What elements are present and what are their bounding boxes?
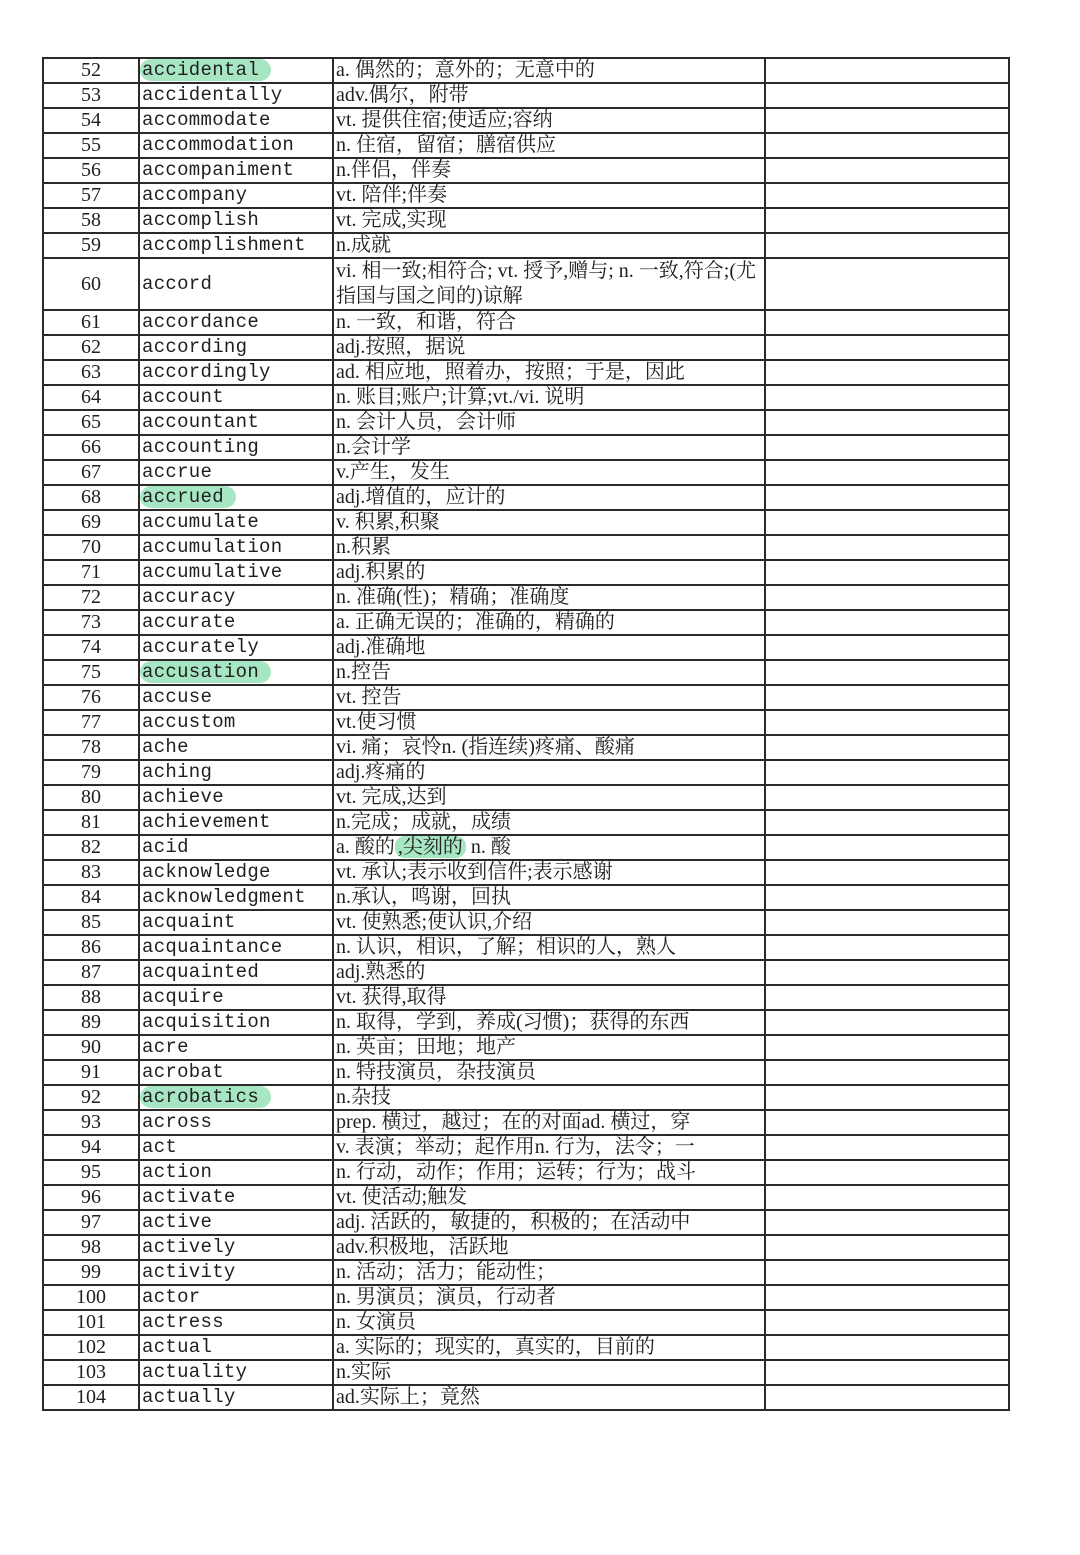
empty-notes-cell [765,1035,1009,1060]
definition-cell: vt. 控告 [333,685,765,710]
empty-notes-cell [765,1210,1009,1235]
row-number: 70 [43,535,139,560]
table-row [43,460,1009,485]
row-number: 57 [43,183,139,208]
definition-cell: adj.准确地 [333,635,765,660]
word-cell: according [139,335,333,360]
word-cell: acknowledgment [139,885,333,910]
empty-notes-cell [765,485,1009,510]
table-row [43,158,1009,183]
definition-cell: n.完成；成就，成绩 [333,810,765,835]
word-cell: act [139,1135,333,1160]
row-number: 80 [43,785,139,810]
word-cell: acquainted [139,960,333,985]
row-number: 96 [43,1185,139,1210]
empty-notes-cell [765,1260,1009,1285]
empty-notes-cell [765,1160,1009,1185]
row-number: 102 [43,1335,139,1360]
row-number: 69 [43,510,139,535]
table-row [43,183,1009,208]
empty-notes-cell [765,158,1009,183]
definition-cell: n.实际 [333,1360,765,1385]
definition-cell: adj.熟悉的 [333,960,765,985]
row-number: 81 [43,810,139,835]
row-number: 93 [43,1110,139,1135]
definition-cell: v. 积累,积聚 [333,510,765,535]
table-row [43,335,1009,360]
word-cell: accumulation [139,535,333,560]
definition-cell: n.积累 [333,535,765,560]
definition-cell: adv.偶尔，附带 [333,83,765,108]
definition-cell: adj. 活跃的，敏捷的，积极的；在活动中 [333,1210,765,1235]
table-row [43,1160,1009,1185]
definition-cell: n.控告 [333,660,765,685]
word-cell: aching [139,760,333,785]
definition-part: a. 酸的 [336,836,395,858]
empty-notes-cell [765,685,1009,710]
definition-cell: n. 活动；活力；能动性； [333,1260,765,1285]
table-row [43,685,1009,710]
word-cell: achievement [139,810,333,835]
table-row [43,435,1009,460]
table-row [43,1210,1009,1235]
table-row [43,1035,1009,1060]
table-row [43,785,1009,810]
definition-cell: n. 女演员 [333,1310,765,1335]
vocabulary-table [42,57,1010,1411]
highlighted-definition-part: ,尖刻的 [395,836,466,858]
empty-notes-cell [765,585,1009,610]
empty-notes-cell [765,735,1009,760]
empty-notes-cell [765,183,1009,208]
row-number: 88 [43,985,139,1010]
empty-notes-cell [765,1385,1009,1410]
empty-notes-cell [765,785,1009,810]
word-cell: accompany [139,183,333,208]
row-number: 56 [43,158,139,183]
word-cell: accuracy [139,585,333,610]
table-row [43,410,1009,435]
row-number: 52 [43,58,139,83]
definition-cell: n. 账目;账户;计算;vt./vi. 说明 [333,385,765,410]
table-row [43,710,1009,735]
table-row [43,1310,1009,1335]
definition-cell: n. 特技演员，杂技演员 [333,1060,765,1085]
definition-cell: n. 认识，相识，了解；相识的人，熟人 [333,935,765,960]
word-cell [139,1085,333,1110]
empty-notes-cell [765,710,1009,735]
word-cell: accomplish [139,208,333,233]
table-row [43,1385,1009,1410]
word-cell: across [139,1110,333,1135]
table-row [43,485,1009,510]
table-row [43,735,1009,760]
table-row [43,1235,1009,1260]
empty-notes-cell [765,1085,1009,1110]
table-row [43,935,1009,960]
row-number: 73 [43,610,139,635]
table-row [43,133,1009,158]
row-number: 60 [43,258,139,310]
definition-cell: n. 取得，学到，养成(习惯)；获得的东西 [333,1010,765,1035]
word-cell [139,485,333,510]
word-cell: accordance [139,310,333,335]
definition-cell: adj.增值的，应计的 [333,485,765,510]
row-number: 63 [43,360,139,385]
definition-cell: a. 正确无误的；准确的，精确的 [333,610,765,635]
empty-notes-cell [765,83,1009,108]
empty-notes-cell [765,535,1009,560]
table-row [43,1285,1009,1310]
table-row [43,1360,1009,1385]
table-row [43,910,1009,935]
row-number: 94 [43,1135,139,1160]
empty-notes-cell [765,985,1009,1010]
definition-cell: n. 会计人员，会计师 [333,410,765,435]
row-number: 103 [43,1360,139,1385]
word-cell: accomplishment [139,233,333,258]
table-row [43,310,1009,335]
word-cell: account [139,385,333,410]
table-row [43,1060,1009,1085]
table-row [43,510,1009,535]
row-number: 83 [43,860,139,885]
definition-cell: n. 行动，动作；作用；运转；行为；战斗 [333,1160,765,1185]
table-row [43,360,1009,385]
word-cell: acquire [139,985,333,1010]
row-number: 100 [43,1285,139,1310]
empty-notes-cell [765,885,1009,910]
table-row [43,258,1009,310]
row-number: 74 [43,635,139,660]
row-number: 91 [43,1060,139,1085]
definition-cell: adv.积极地，活跃地 [333,1235,765,1260]
word-cell: activate [139,1185,333,1210]
word-cell: accountant [139,410,333,435]
empty-notes-cell [765,1060,1009,1085]
highlighted-word: accrued [140,486,236,508]
definition-cell: n.杂技 [333,1085,765,1110]
row-number: 98 [43,1235,139,1260]
word-cell: achieve [139,785,333,810]
empty-notes-cell [765,385,1009,410]
definition-cell: vt. 提供住宿;使适应;容纳 [333,108,765,133]
table-row [43,1185,1009,1210]
table-row [43,233,1009,258]
definition-cell: adj.按照，据说 [333,335,765,360]
definition-cell: vt. 完成,达到 [333,785,765,810]
row-number: 87 [43,960,139,985]
definition-cell: n. 男演员；演员，行动者 [333,1285,765,1310]
row-number: 92 [43,1085,139,1110]
word-cell: acquaint [139,910,333,935]
definition-cell: n.会计学 [333,435,765,460]
row-number: 67 [43,460,139,485]
definition-cell: n. 一致，和谐，符合 [333,310,765,335]
table-row [43,535,1009,560]
definition-cell: vt. 获得,取得 [333,985,765,1010]
row-number: 78 [43,735,139,760]
word-cell: actress [139,1310,333,1335]
table-row [43,58,1009,83]
definition-cell: n.成就 [333,233,765,258]
empty-notes-cell [765,1285,1009,1310]
word-cell: accidentally [139,83,333,108]
word-cell: accurately [139,635,333,660]
table-row [43,860,1009,885]
word-cell: actor [139,1285,333,1310]
row-number: 72 [43,585,139,610]
word-cell: accumulative [139,560,333,585]
row-number: 53 [43,83,139,108]
empty-notes-cell [765,660,1009,685]
definition-cell: a. 偶然的；意外的；无意中的 [333,58,765,83]
row-number: 90 [43,1035,139,1060]
word-cell: actuality [139,1360,333,1385]
word-cell: acknowledge [139,860,333,885]
row-number: 64 [43,385,139,410]
table-row [43,1110,1009,1135]
empty-notes-cell [765,460,1009,485]
row-number: 71 [43,560,139,585]
row-number: 104 [43,1385,139,1410]
definition-cell: vi. 相一致;相符合; vt. 授予,赠与; n. 一致,符合;(尤指国与国之间的)谅解 [333,258,765,310]
row-number: 99 [43,1260,139,1285]
row-number: 101 [43,1310,139,1335]
word-cell: accustom [139,710,333,735]
definition-cell: adj.疼痛的 [333,760,765,785]
word-cell: accumulate [139,510,333,535]
word-cell: acrobat [139,1060,333,1085]
table-row [43,1135,1009,1160]
row-number: 55 [43,133,139,158]
empty-notes-cell [765,1010,1009,1035]
empty-notes-cell [765,510,1009,535]
word-cell: active [139,1210,333,1235]
empty-notes-cell [765,810,1009,835]
definition-cell: n.承认，鸣谢，回执 [333,885,765,910]
table-row [43,985,1009,1010]
definition-cell: adj.积累的 [333,560,765,585]
empty-notes-cell [765,258,1009,310]
row-number: 58 [43,208,139,233]
definition-cell: vi. 痛；哀怜n. (指连续)疼痛、酸痛 [333,735,765,760]
empty-notes-cell [765,435,1009,460]
empty-notes-cell [765,835,1009,860]
word-cell: actual [139,1335,333,1360]
word-cell: acre [139,1035,333,1060]
word-cell: accommodation [139,133,333,158]
table-row [43,585,1009,610]
empty-notes-cell [765,1310,1009,1335]
empty-notes-cell [765,360,1009,385]
definition-cell: vt. 承认;表示收到信件;表示感谢 [333,860,765,885]
empty-notes-cell [765,635,1009,660]
word-cell: accurate [139,610,333,635]
empty-notes-cell [765,133,1009,158]
row-number: 89 [43,1010,139,1035]
table-row [43,885,1009,910]
definition-cell: prep. 横过，越过；在的对面ad. 横过，穿 [333,1110,765,1135]
highlighted-word: acrobatics [140,1086,271,1108]
empty-notes-cell [765,1110,1009,1135]
empty-notes-cell [765,760,1009,785]
table-row [43,610,1009,635]
empty-notes-cell [765,208,1009,233]
row-number: 79 [43,760,139,785]
table-row [43,660,1009,685]
definition-part: n. 酸 [465,836,511,858]
row-number: 68 [43,485,139,510]
empty-notes-cell [765,1185,1009,1210]
definition-cell: vt. 完成,实现 [333,208,765,233]
word-cell: accordingly [139,360,333,385]
definition-cell: n. 准确(性)；精确；准确度 [333,585,765,610]
word-cell: activity [139,1260,333,1285]
table-row [43,1335,1009,1360]
definition-cell: vt. 使活动;触发 [333,1185,765,1210]
definition-cell [333,835,765,860]
word-cell: accord [139,258,333,310]
empty-notes-cell [765,960,1009,985]
row-number: 75 [43,660,139,685]
table-row [43,108,1009,133]
table-row [43,810,1009,835]
word-cell: accuse [139,685,333,710]
definition-cell: n.伴侣，伴奏 [333,158,765,183]
definition-cell: n. 英亩；田地；地产 [333,1035,765,1060]
empty-notes-cell [765,910,1009,935]
empty-notes-cell [765,935,1009,960]
empty-notes-cell [765,108,1009,133]
word-cell: accompaniment [139,158,333,183]
definition-cell: vt. 陪伴;伴奏 [333,183,765,208]
table-row [43,560,1009,585]
table-row [43,760,1009,785]
row-number: 66 [43,435,139,460]
row-number: 65 [43,410,139,435]
row-number: 84 [43,885,139,910]
table-row [43,208,1009,233]
highlighted-word: accusation [140,661,271,683]
row-number: 61 [43,310,139,335]
table-row [43,635,1009,660]
row-number: 62 [43,335,139,360]
word-cell [139,660,333,685]
row-number: 54 [43,108,139,133]
table-row [43,1260,1009,1285]
definition-cell: vt. 使熟悉;使认识,介绍 [333,910,765,935]
definition-cell: vt.使习惯 [333,710,765,735]
table-row [43,1085,1009,1110]
word-cell: accommodate [139,108,333,133]
empty-notes-cell [765,335,1009,360]
empty-notes-cell [765,610,1009,635]
definition-cell: ad.实际上；竟然 [333,1385,765,1410]
row-number: 77 [43,710,139,735]
word-cell: ache [139,735,333,760]
empty-notes-cell [765,310,1009,335]
definition-cell: a. 实际的；现实的，真实的，目前的 [333,1335,765,1360]
word-cell: acquaintance [139,935,333,960]
word-cell: action [139,1160,333,1185]
word-cell: accounting [139,435,333,460]
row-number: 59 [43,233,139,258]
word-cell: actually [139,1385,333,1410]
word-cell [139,58,333,83]
empty-notes-cell [765,1335,1009,1360]
row-number: 85 [43,910,139,935]
word-cell: acid [139,835,333,860]
empty-notes-cell [765,410,1009,435]
empty-notes-cell [765,58,1009,83]
table-row [43,385,1009,410]
table-row [43,835,1009,860]
table-row [43,83,1009,108]
word-cell: accrue [139,460,333,485]
vocabulary-table-body [43,58,1009,1410]
definition-cell: n. 住宿，留宿；膳宿供应 [333,133,765,158]
table-row [43,1010,1009,1035]
empty-notes-cell [765,233,1009,258]
highlighted-word: accidental [140,59,271,81]
definition-cell: v. 表演；举动；起作用n. 行为，法令；一 [333,1135,765,1160]
row-number: 86 [43,935,139,960]
empty-notes-cell [765,1235,1009,1260]
word-cell: actively [139,1235,333,1260]
definition-cell: v.产生，发生 [333,460,765,485]
empty-notes-cell [765,560,1009,585]
definition-cell: ad. 相应地，照着办，按照；于是，因此 [333,360,765,385]
empty-notes-cell [765,1135,1009,1160]
row-number: 76 [43,685,139,710]
empty-notes-cell [765,1360,1009,1385]
row-number: 97 [43,1210,139,1235]
word-cell: acquisition [139,1010,333,1035]
empty-notes-cell [765,860,1009,885]
table-row [43,960,1009,985]
row-number: 82 [43,835,139,860]
row-number: 95 [43,1160,139,1185]
